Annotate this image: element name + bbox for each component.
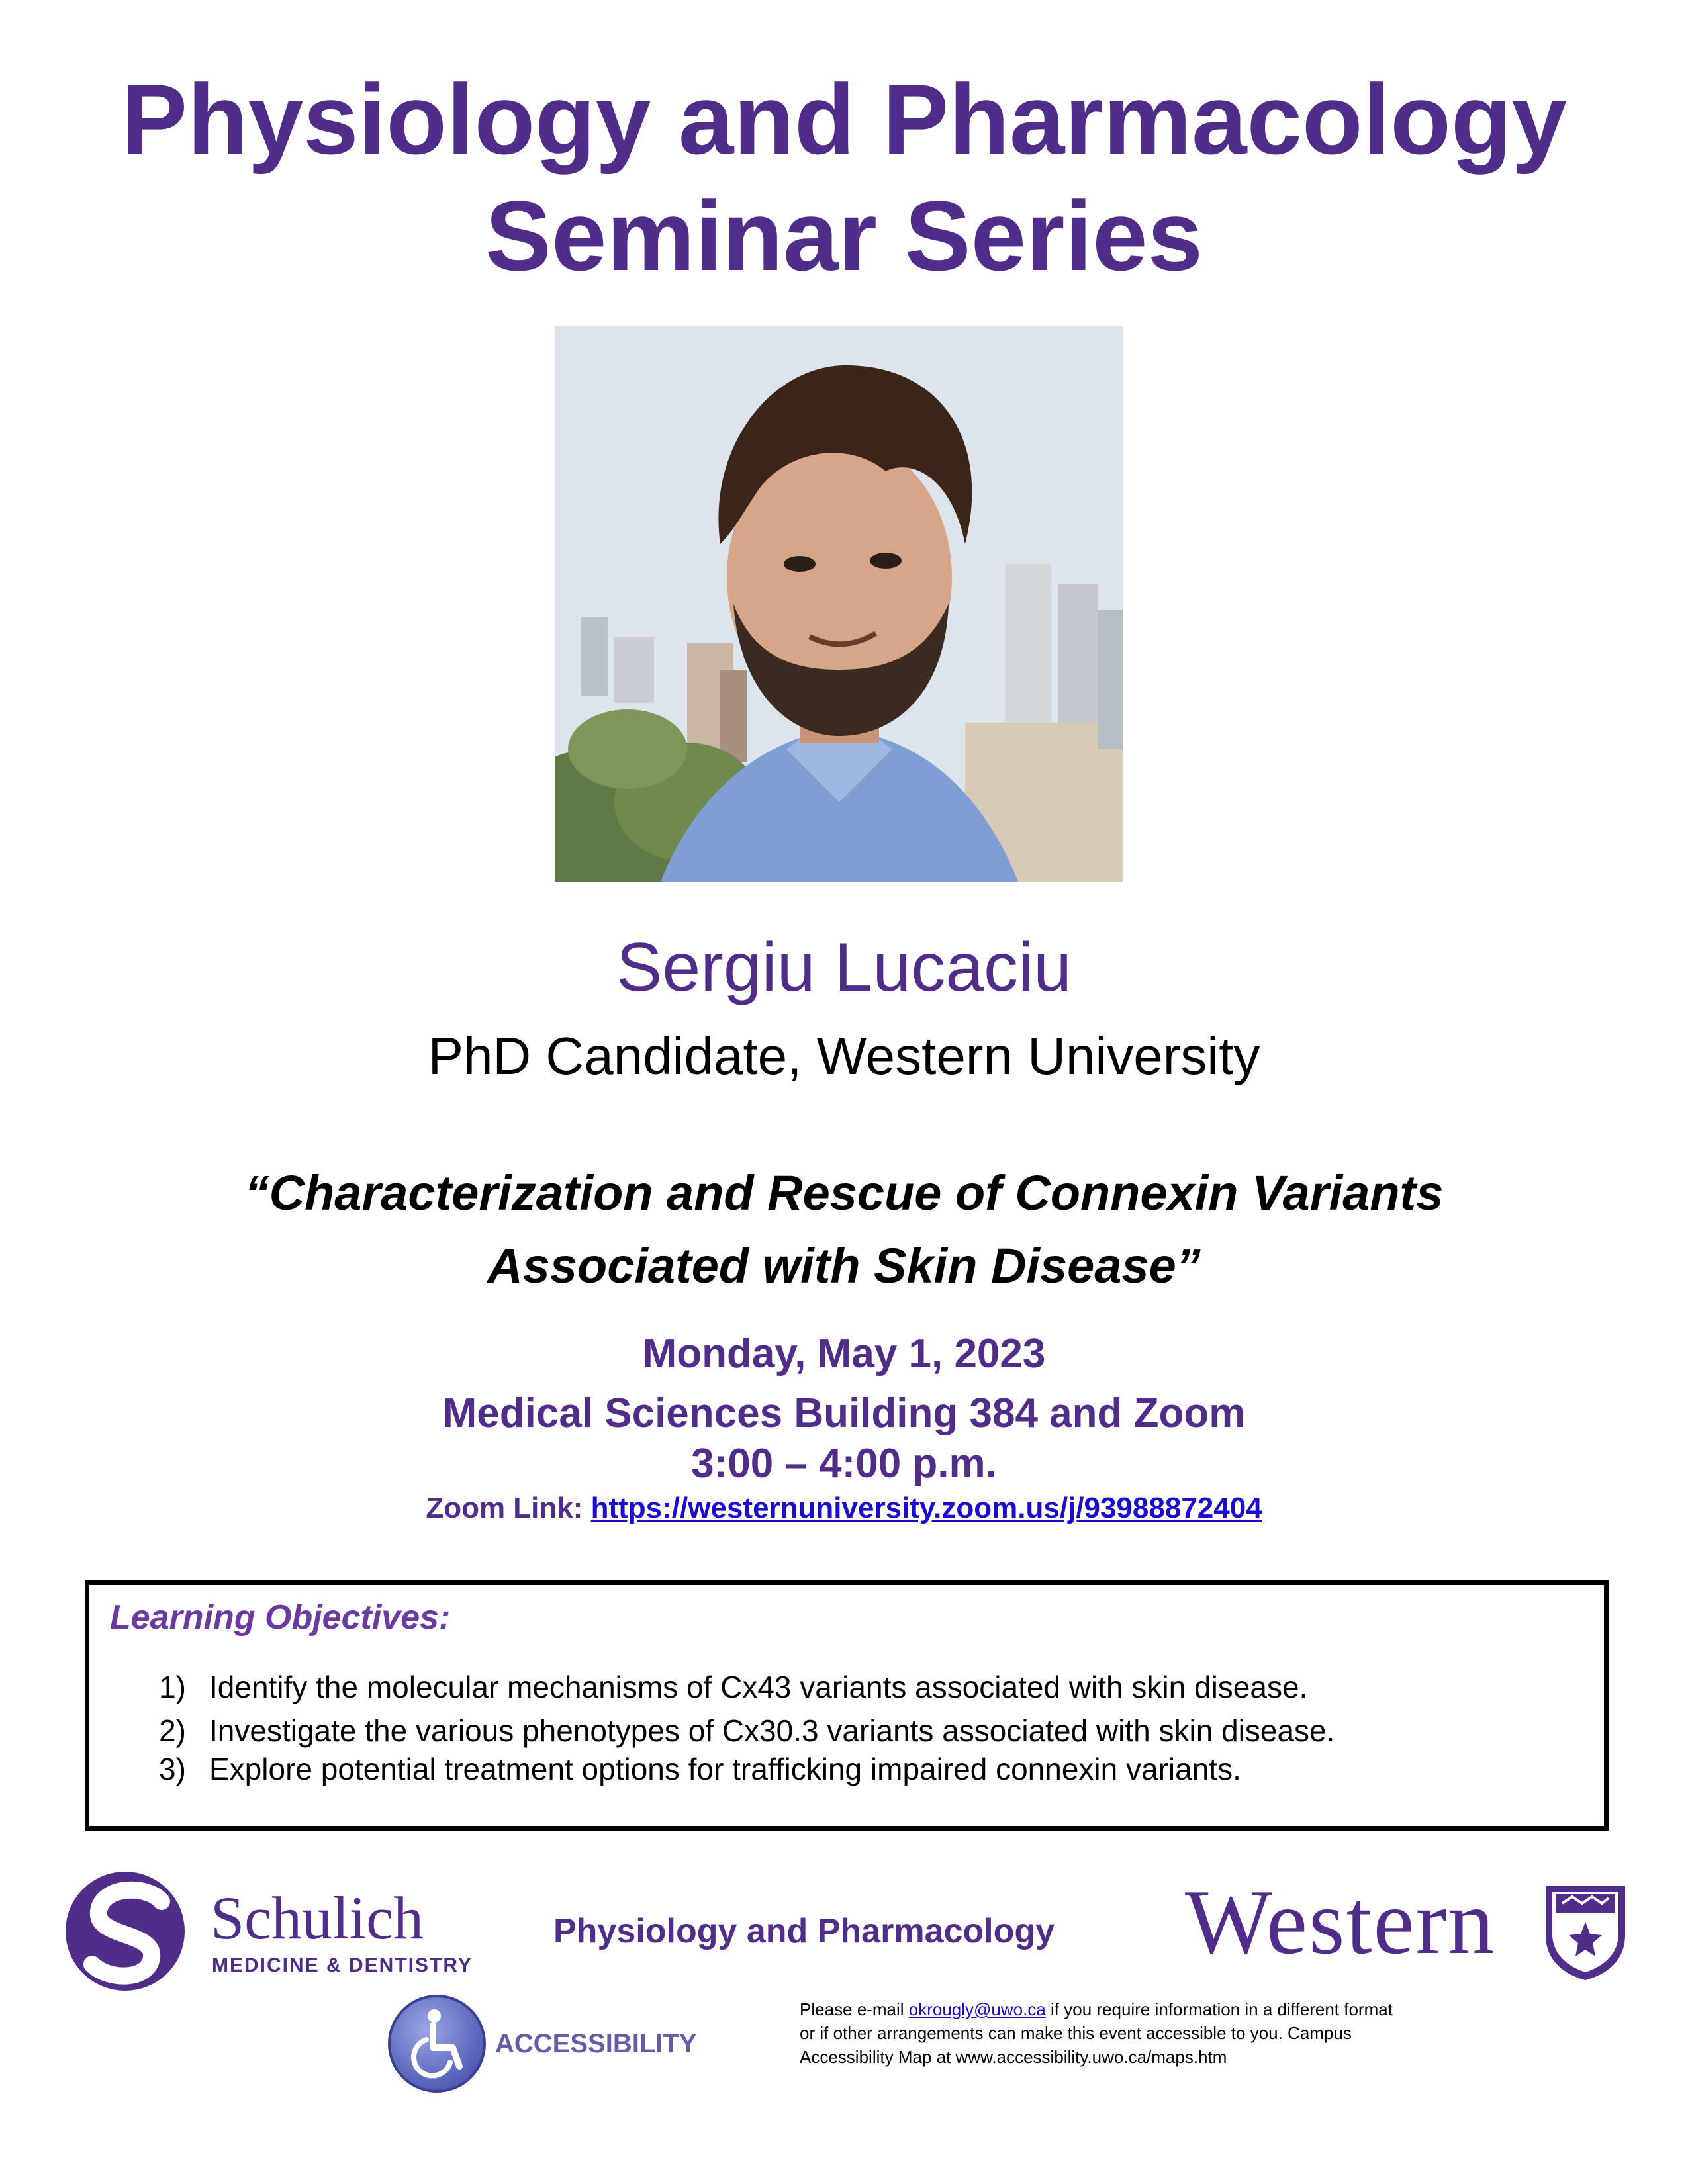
department-label: Physiology and Pharmacology (553, 1912, 1055, 1950)
talk-title (0, 1157, 1688, 1302)
contact-post: if you require information in a different format (1045, 1999, 1393, 2019)
schulich-wordmark: Schulich (211, 1884, 424, 1952)
objective-text: Explore potential treatment options for trafficking impaired connexin variants. (209, 1752, 1241, 1786)
contact-line-3: Accessibility Map at www.accessibility.uwo.ca/maps.htm (800, 2047, 1227, 2067)
contact-line-2: or if other arrangements can make this event accessible to you. Campus (800, 2023, 1352, 2043)
event-date: Monday, May 1, 2023 (642, 1331, 1046, 1377)
speaker-photo (555, 326, 1123, 882)
contact-line-1 (800, 1997, 1495, 2021)
contact-pre: Please e-mail (800, 1999, 909, 2019)
accessibility-wheelchair-icon (387, 1993, 487, 2094)
accessibility-label: ACCESSIBILITY (495, 2029, 697, 2058)
schulich-subtitle: MEDICINE & DENTISTRY (212, 1954, 473, 1976)
objective-number: 1) (159, 1670, 186, 1704)
speaker-name: Sergiu Lucaciu (616, 929, 1072, 1006)
zoom-link-label: Zoom Link: (426, 1492, 591, 1524)
western-wordmark: Western (1185, 1871, 1496, 1974)
event-time: 3:00 – 4:00 p.m. (691, 1441, 997, 1486)
contact-email-link[interactable]: okrougly@uwo.ca (908, 1999, 1046, 2019)
objective-number: 2) (159, 1713, 186, 1748)
learning-objectives-heading: Learning Objectives: (110, 1598, 451, 1637)
western-crest-icon (1542, 1882, 1628, 1981)
title-line-1: Physiology and Pharmacology (121, 64, 1567, 175)
objective-item (159, 1668, 1307, 1706)
objective-item (159, 1750, 1241, 1788)
title-line-2: Seminar Series (485, 180, 1203, 291)
objective-number: 3) (159, 1752, 186, 1786)
talk-title-line-1: “Characterization and Rescue of Connexin Variants (244, 1165, 1444, 1220)
page-title (0, 61, 1688, 294)
objective-text: Identify the molecular mechanisms of Cx43 variants associated with skin disease. (209, 1670, 1308, 1704)
objective-item (159, 1711, 1335, 1750)
zoom-link[interactable]: https://westernuniversity.zoom.us/j/93988872404 (590, 1492, 1262, 1524)
speaker-role: PhD Candidate, Western University (428, 1026, 1260, 1085)
speaker-portrait-image (555, 326, 1123, 882)
objective-text: Investigate the various phenotypes of Cx30.3 variants associated with skin disease. (209, 1713, 1335, 1748)
talk-title-line-2: Associated with Skin Disease” (487, 1238, 1201, 1293)
event-location: Medical Sciences Building 384 and Zoom (442, 1390, 1246, 1436)
zoom-link-line (0, 1489, 1688, 1527)
accessibility-contact-note (800, 1997, 1495, 2069)
